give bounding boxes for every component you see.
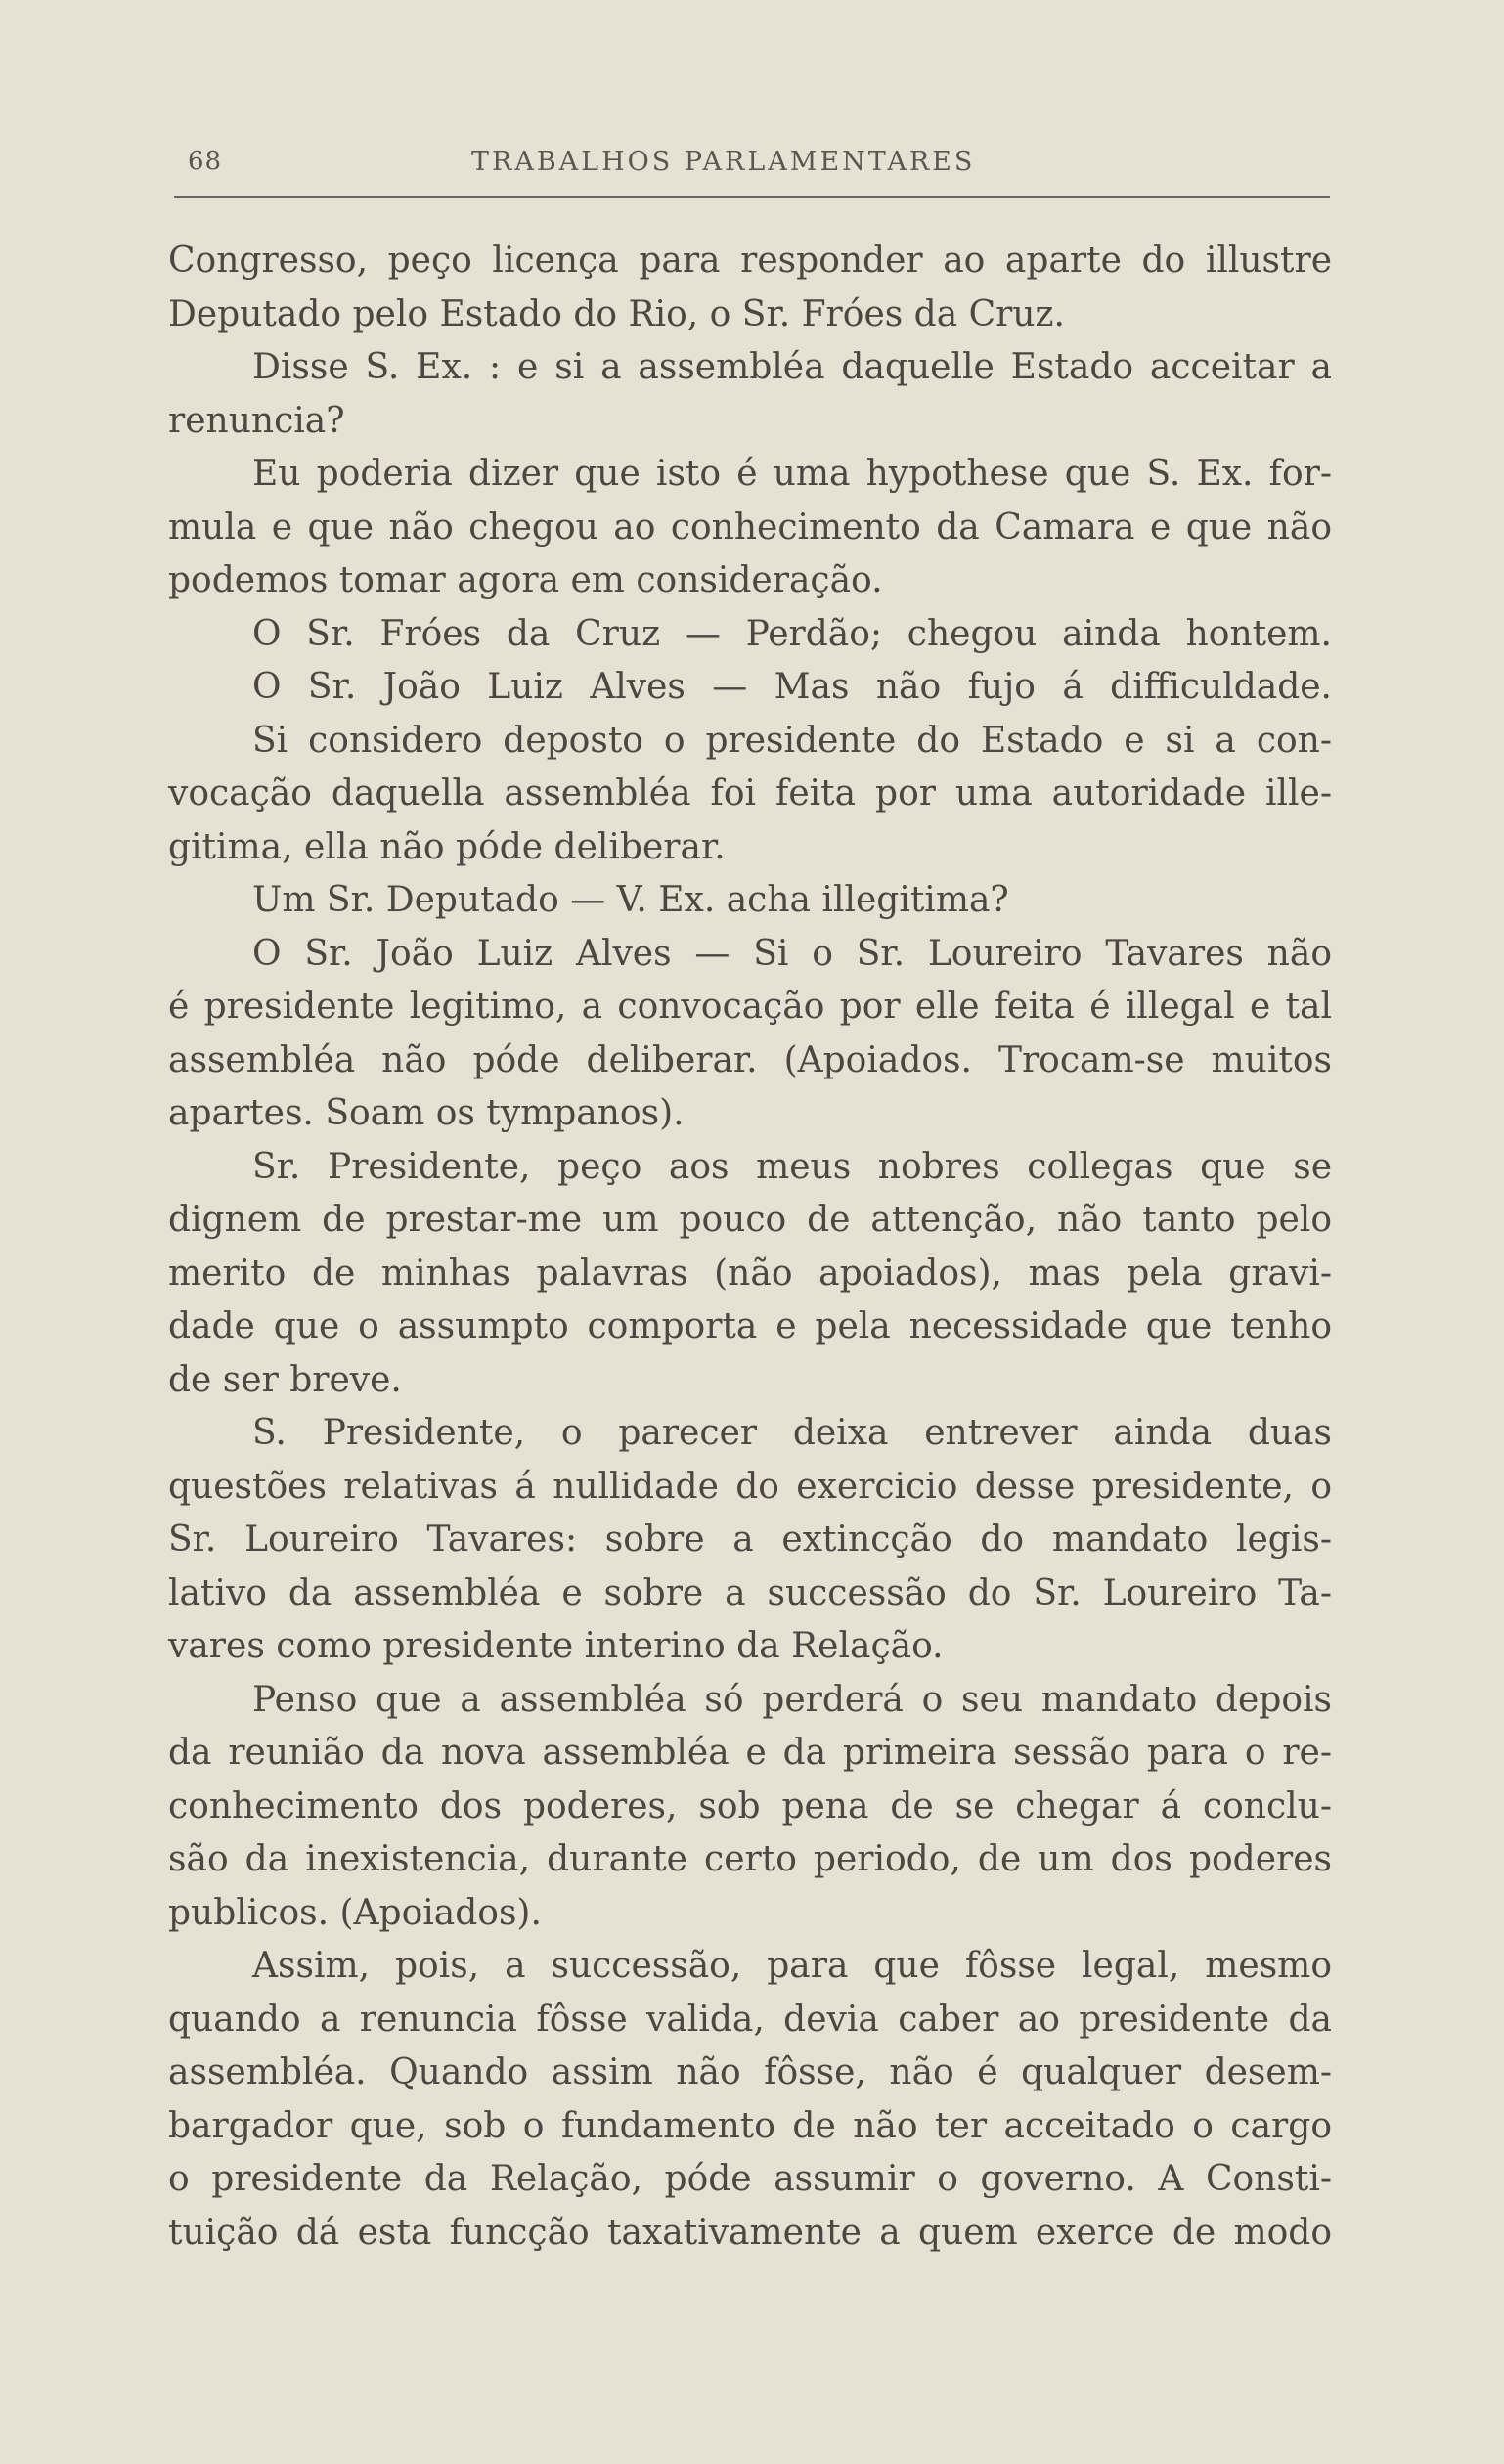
text-line: vares como presidente interino da Relação.: [168, 1626, 944, 1666]
text-line: Sr. Loureiro Tavares: sobre a extincção do mandato legis-: [168, 1519, 1332, 1560]
text-line: Eu poderia dizer que isto é uma hypothese que S. Ex. for-: [252, 454, 1332, 494]
text-line: é presidente legitimo, a convocação por elle feita é illegal e tal: [168, 987, 1332, 1027]
text-line: Disse S. Ex. : e si a assembléa daquelle Estado acceitar a: [252, 347, 1332, 387]
text-line: mula e que não chegou ao conhecimento da Camara e que não: [168, 506, 1332, 548]
text-line: quando a renuncia fôsse valida, devia caber ao presidente da: [168, 1999, 1332, 2040]
speaker-line: O Sr. João Luiz Alves — Si o Sr. Loureiro Tavares não: [252, 933, 1332, 974]
page-header: [174, 143, 1330, 186]
text-line: lativo da assembléa e sobre a successão do Sr. Loureiro Ta-: [168, 1572, 1332, 1613]
text-line: merito de minhas palavras (não apoiados), mas pela gravi-: [168, 1253, 1332, 1294]
speaker-line: O Sr. João Luiz Alves — Mas não fujo á difficuldade.: [252, 667, 1332, 707]
page-number: 68: [188, 147, 223, 176]
text-line: dade que o assumpto comporta e pela necessidade que tenho: [168, 1306, 1332, 1346]
text-line: assembléa. Quando assim não fôsse, não é qualquer desem-: [168, 2052, 1332, 2092]
text-line: dignem de prestar-me um pouco de attenção, não tanto pelo: [168, 1200, 1332, 1240]
text-line: o presidente da Relação, póde assumir o governo. A Consti-: [168, 2159, 1332, 2199]
text-line: conhecimento dos poderes, sob pena de se chegar á conclu-: [168, 1785, 1332, 1826]
text-line: Si considero deposto o presidente do Estado e si a con-: [252, 720, 1332, 761]
header-rule: [174, 196, 1330, 198]
text-line: Sr. Presidente, peço aos meus nobres collegas que se: [252, 1146, 1332, 1187]
text-line: gitima, ella não póde deliberar.: [168, 826, 726, 867]
text-line: bargador que, sob o fundamento de não ter acceitado o cargo: [168, 2105, 1332, 2146]
text-line: da reunião da nova assembléa e da primeira sessão para o re-: [168, 1733, 1332, 1773]
text-line: renuncia?: [168, 400, 345, 441]
text-line: questões relativas á nullidade do exercicio desse presidente, o: [168, 1466, 1332, 1507]
text-line: Congresso, peço licença para responder ao aparte do illustre: [168, 241, 1332, 281]
text-line: vocação daquella assembléa foi feita por uma autoridade ille-: [168, 773, 1332, 814]
text-line: são da inexistencia, durante certo periodo, de um dos poderes: [168, 1839, 1332, 1879]
text-line: Deputado pelo Estado do Rio, o Sr. Fróes da Cruz.: [168, 293, 1065, 334]
text-line: Penso que a assembléa só perderá o seu mandato depois: [252, 1679, 1332, 1720]
speaker-line: O Sr. Fróes da Cruz — Perdão; chegou ainda hontem.: [252, 613, 1332, 654]
text-line: podemos tomar agora em consideração.: [168, 560, 883, 600]
speaker-line: Um Sr. Deputado — V. Ex. acha illegitima?: [252, 880, 1009, 920]
text-line: Assim, pois, a successão, para que fôsse legal, mesmo: [252, 1946, 1332, 1986]
text-line: S. Presidente, o parecer deixa entrever ainda duas: [252, 1413, 1332, 1453]
body-text: [168, 235, 1332, 2260]
text-line: assembléa não póde deliberar. (Apoiados. Trocam-se muitos: [168, 1039, 1332, 1080]
text-line: publicos. (Apoiados).: [168, 1892, 542, 1933]
text-line: de ser breve.: [168, 1359, 402, 1400]
text-line: apartes. Soam os tympanos).: [168, 1093, 685, 1133]
text-line: tuição dá esta funcção taxativamente a quem exerce de modo: [168, 2212, 1332, 2253]
running-head: TRABALHOS PARLAMENTARES: [471, 147, 976, 177]
